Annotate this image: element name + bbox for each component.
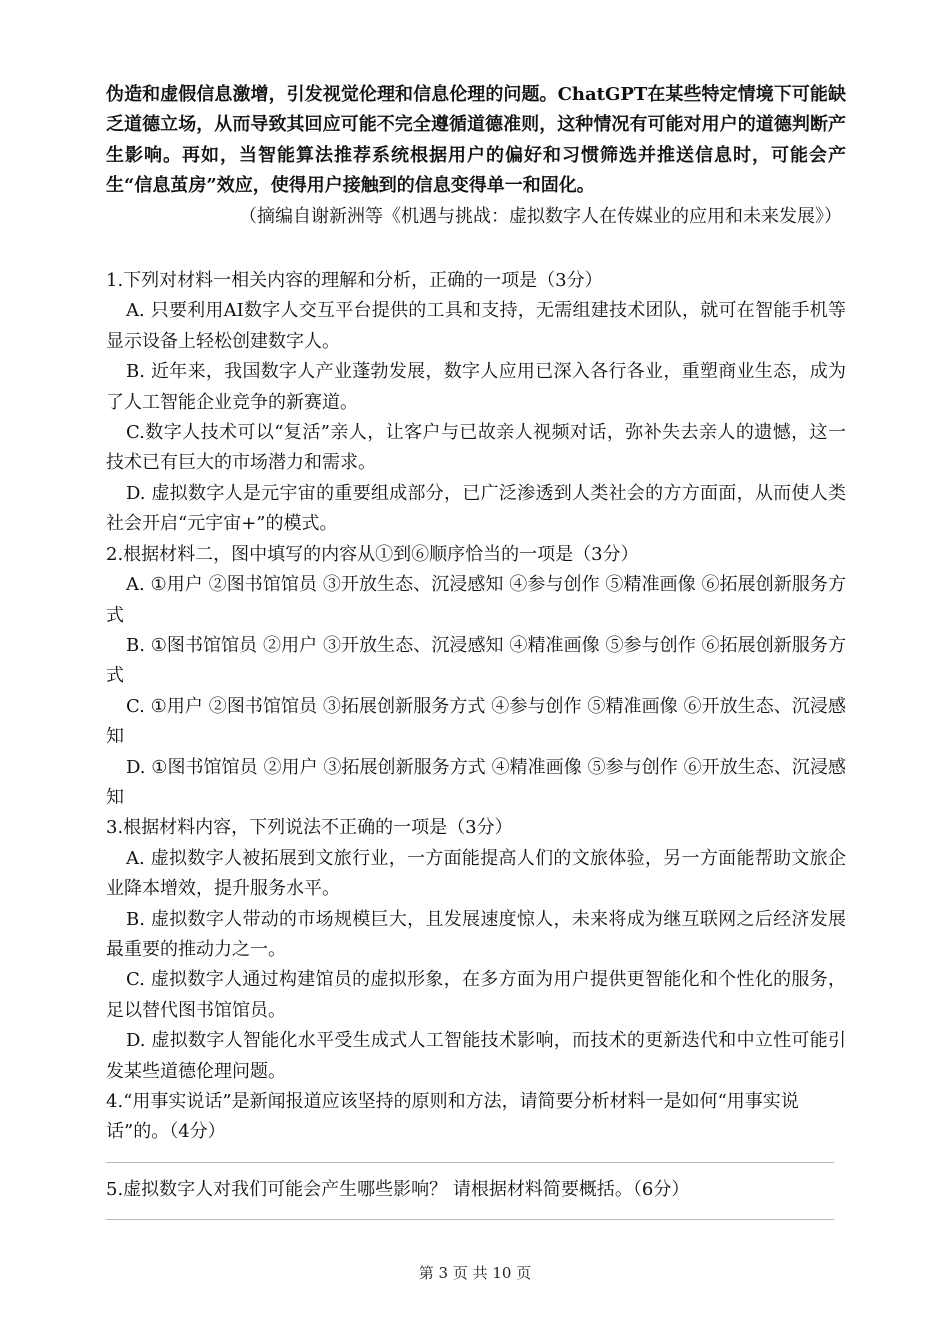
option-d: D. 虚拟数字人是元宇宙的重要组成部分，已广泛渗透到人类社会的方方面面，从而使人类社会开启“元宇宙+”的模式。 bbox=[106, 482, 846, 535]
intro-paragraph: 伪造和虚假信息激增，引发视觉伦理和信息伦理的问题。ChatGPT在某些特定情境下可能缺乏道德立场，从而导致其回应可能不完全遵循道德准则，这种情况有可能对用户的道德判断产生影响。再如，当智能算法推荐系统根据用户的偏好和习惯筛选并推送信息时，可能会产生“信息茧房”效应，使得用户接触到的信息变得单一和固化。 bbox=[106, 84, 846, 197]
option-d: D. ①图书馆馆员 ②用户 ③拓展创新服务方式 ④精准画像 ⑤参与创作 ⑥开放生态、沉浸感知 bbox=[106, 756, 846, 808]
answer-line bbox=[106, 1162, 834, 1163]
question-stem: 2.根据材料二，图中填写的内容从①到⑥顺序恰当的一项是（3分） bbox=[106, 543, 639, 565]
option-c: C.数字人技术可以“复活”亲人，让客户与已故亲人视频对话，弥补失去亲人的遗憾，这一技术已有巨大的市场潜力和需求。 bbox=[106, 422, 846, 474]
question-stem: 5.虚拟数字人对我们可能会产生哪些影响？ 请根据材料简要概括。（6分） bbox=[106, 1178, 690, 1200]
question-5 bbox=[106, 1175, 846, 1220]
option-b: B. 虚拟数字人带动的市场规模巨大，且发展速度惊人，未来将成为继互联网之后经济发展最重要的推动力之一。 bbox=[106, 908, 846, 960]
option-a: A. ①用户 ②图书馆馆员 ③开放生态、沉浸感知 ④参与创作 ⑤精准画像 ⑥拓展创新服务方式 bbox=[106, 574, 846, 626]
option-a: A. 虚拟数字人被拓展到文旅行业，一方面能提高人们的文旅体验，另一方面能帮助文旅企业降本增效，提升服务水平。 bbox=[106, 847, 846, 900]
question-stem: 3.根据材料内容，下列说法不正确的一项是（3分） bbox=[106, 817, 513, 839]
option-a: A. 只要利用AI数字人交互平台提供的工具和支持，无需组建技术团队，就可在智能手机等显示设备上轻松创建数字人。 bbox=[106, 300, 846, 352]
source-citation: （摘编自谢新洲等《机遇与挑战：虚拟数字人在传媒业的应用和未来发展》） bbox=[239, 205, 842, 227]
page-content bbox=[106, 80, 846, 1232]
question-1 bbox=[106, 266, 846, 540]
option-b: B. ①图书馆馆员 ②用户 ③开放生态、沉浸感知 ④精准画像 ⑤参与创作 ⑥拓展创新服务方式 bbox=[106, 634, 846, 687]
question-4 bbox=[106, 1087, 846, 1163]
option-d: D. 虚拟数字人智能化水平受生成式人工智能技术影响，而技术的更新迭代和中立性可能引发某些道德伦理问题。 bbox=[106, 1030, 846, 1082]
option-c: C. ①用户 ②图书馆馆员 ③拓展创新服务方式 ④参与创作 ⑤精准画像 ⑥开放生态、沉浸感知 bbox=[106, 695, 846, 748]
option-c: C. 虚拟数字人通过构建馆员的虚拟形象，在多方面为用户提供更智能化和个性化的服务，足以替代图书馆馆员。 bbox=[106, 969, 846, 1021]
question-3 bbox=[106, 813, 846, 1087]
question-stem: 1.下列对材料一相关内容的理解和分析，正确的一项是（3分） bbox=[106, 270, 603, 292]
option-b: B. 近年来，我国数字人产业蓬勃发展，数字人应用已深入各行各业，重塑商业生态，成为了人工智能企业竞争的新赛道。 bbox=[106, 361, 846, 413]
question-2 bbox=[106, 540, 846, 814]
answer-line bbox=[106, 1219, 834, 1220]
question-stem: 4.“用事实说话”是新闻报道应该坚持的原则和方法，请简要分析材料一是如何“用事实说话”的。（4分） bbox=[106, 1091, 799, 1143]
question-list bbox=[106, 266, 846, 1220]
page-number-footer: 第 3 页 共 10 页 bbox=[418, 1264, 532, 1282]
